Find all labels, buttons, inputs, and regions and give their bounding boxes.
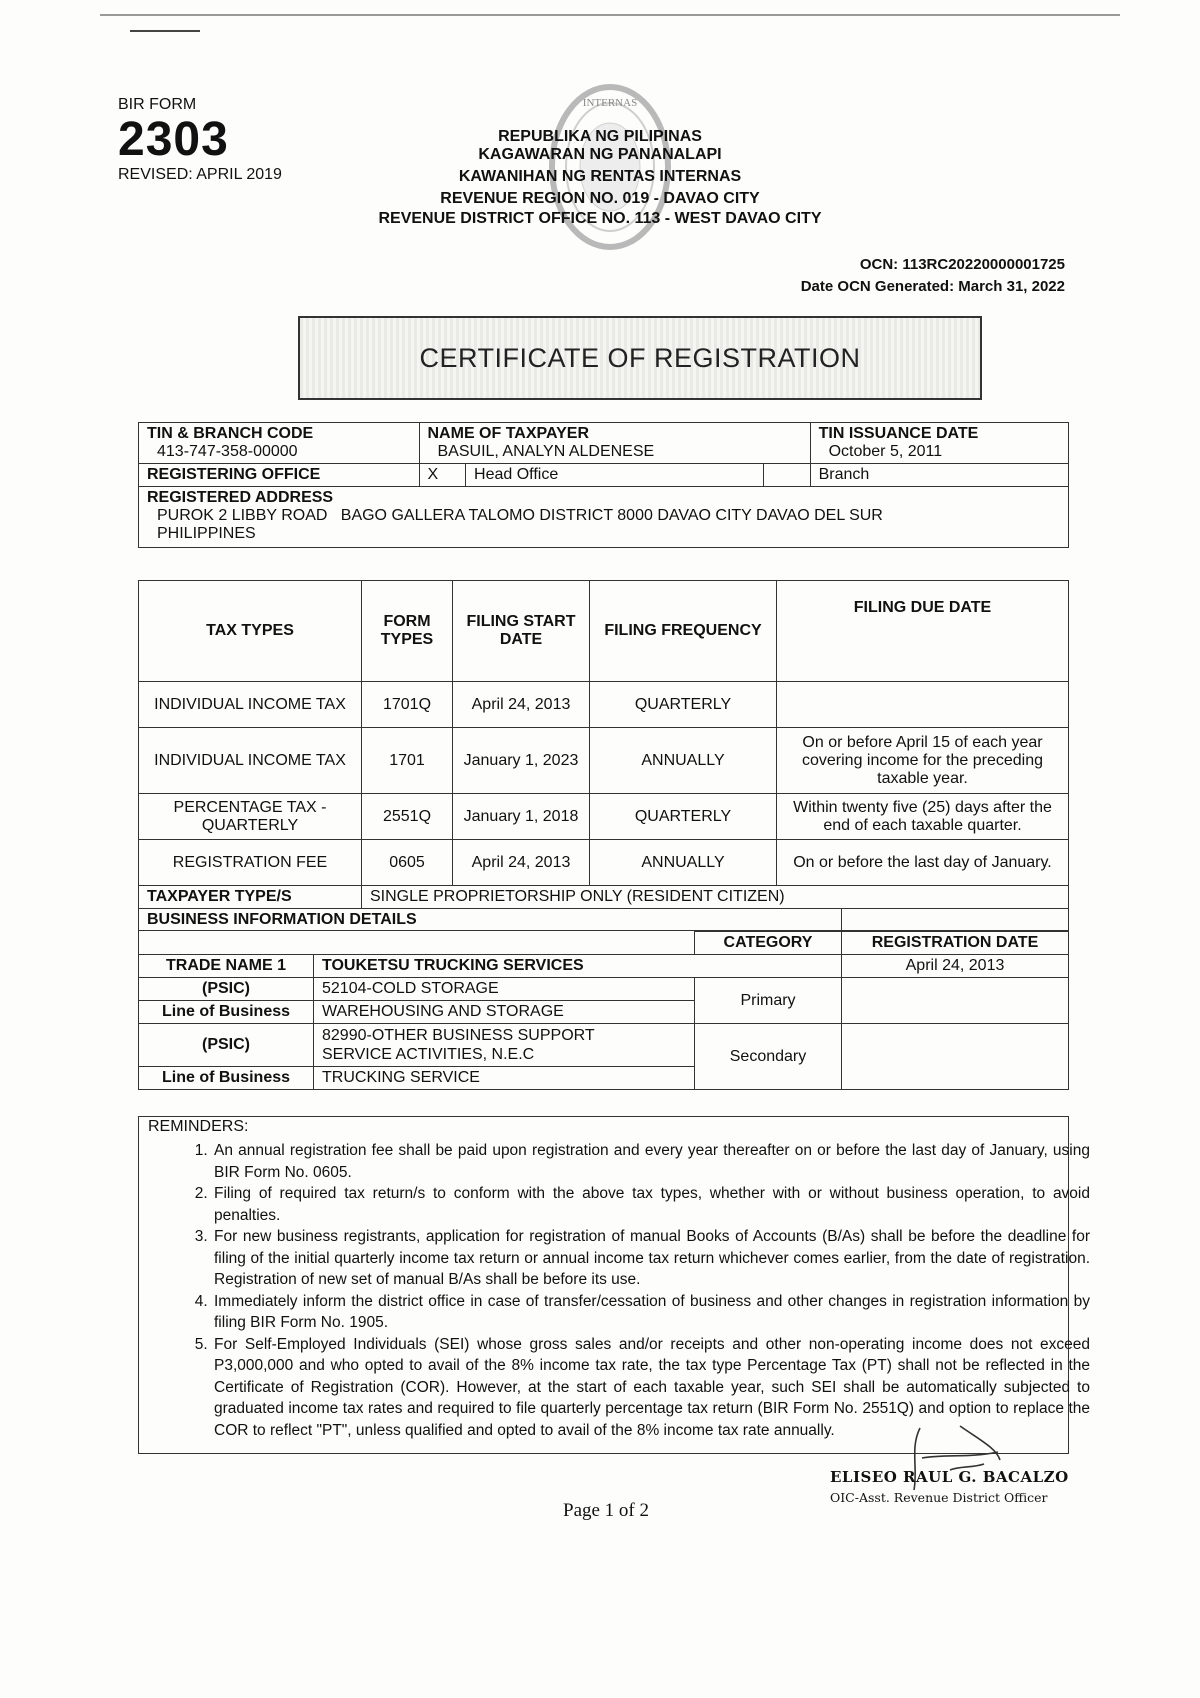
ocn-number: OCN: 113RC20220000001725: [859, 256, 1065, 273]
list-item: 5. For Self-Employed Individuals (SEI) whose gross sales and/or receipts and other non-operating income does not exceed P3,000,000 and who opted to avail of the 8% income tax rate, the tax type Percentage Tax (PT) shall not be reflected in the Certificate of Registration (COR). However, at the start of each taxable year, such SEI shall be automatically subjected to graduated income tax rates and required to file quarterly percentage tax return (BIR Form No. 2551Q) and option to replace the COR to reflect "PT", unless qualified and opted to avail of the 8% income tax rate annually.: [212, 1334, 1090, 1442]
form-type-cell: 0605: [362, 840, 453, 886]
address-cell: [139, 487, 1069, 548]
address-line-2: PHILIPPINES: [157, 525, 256, 542]
list-item: 1. An annual registration fee shall be paid upon registration and every year thereafter on or before the last day of January, using BIR Form No. 0605.: [212, 1140, 1090, 1183]
issuance-value: October 5, 2011: [828, 443, 943, 460]
secondary-category: Secondary: [695, 1024, 842, 1090]
list-item: 4. Immediately inform the district office in case of transfer/cessation of business and other changes in registration information by filing BIR Form No. 1905.: [212, 1291, 1090, 1334]
filing-due-cell: Within twenty five (25) days after the end of each taxable quarter.: [777, 794, 1069, 840]
primary-lob-label: Line of Business: [139, 1001, 314, 1024]
filing-due-cell: [777, 682, 1069, 728]
business-section-label: BUSINESS INFORMATION DETAILS: [139, 909, 842, 932]
taxpayer-name-label: NAME OF TAXPAYER: [427, 425, 589, 442]
filing-start-cell: January 1, 2023: [453, 728, 590, 794]
ocn-date: Date OCN Generated: March 31, 2022: [800, 278, 1065, 295]
header-filing-due: FILING DUE DATE: [777, 581, 1069, 682]
secondary-lob-label: Line of Business: [139, 1067, 314, 1090]
filing-frequency-cell: ANNUALLY: [590, 728, 777, 794]
tin-cell: [139, 423, 420, 464]
filing-due-cell: On or before April 15 of each year covering income for the preceding taxable year.: [777, 728, 1069, 794]
filing-frequency-cell: QUARTERLY: [590, 682, 777, 728]
filing-start-cell: January 1, 2018: [453, 794, 590, 840]
primary-psic-value: 52104-COLD STORAGE: [314, 978, 695, 1001]
secondary-psic-value: [314, 1024, 695, 1067]
table-row: [139, 794, 1069, 840]
tin-value: 413-747-358-00000: [157, 443, 298, 460]
head-office-label: Head Office: [466, 464, 764, 487]
form-revised-date: REVISED: APRIL 2019: [118, 166, 282, 183]
svg-text:INTERNAS: INTERNAS: [582, 97, 638, 109]
table-row: [139, 728, 1069, 794]
registration-table: [138, 422, 1069, 548]
address-line-1: PUROK 2 LIBBY ROAD BAGO GALLERA TALOMO DISTRICT 8000 DAVAO CITY DAVAO DEL SUR: [157, 507, 883, 524]
head-office-mark: X: [419, 464, 466, 487]
taxpayer-type-label: TAXPAYER TYPE/S: [139, 886, 362, 909]
table-row: [139, 682, 1069, 728]
category-header: CATEGORY: [695, 932, 842, 955]
signature-mark-icon: [900, 1418, 1010, 1498]
taxpayer-name-cell: [419, 423, 810, 464]
list-item: 3. For new business registrants, application for registration of manual Books of Accounts (B/As) shall be before the deadline for filing of the initial quarterly income tax return or annual income tax return whichever comes earlier, from the date of registration. Registration of new set of manual B/As shall be before its use.: [212, 1226, 1090, 1291]
primary-category: Primary: [695, 978, 842, 1024]
primary-psic-label: (PSIC): [139, 978, 314, 1001]
header-form-types: FORM TYPES: [362, 581, 453, 682]
tax-type-cell: INDIVIDUAL INCOME TAX: [139, 728, 362, 794]
scan-top-mark: [130, 30, 200, 32]
scan-top-line: [100, 14, 1120, 16]
trade-name-value: TOUKETSU TRUCKING SERVICES: [314, 955, 842, 978]
taxpayer-type-row: [139, 886, 1069, 909]
page-number: Page 1 of 2: [563, 1500, 650, 1521]
filing-start-cell: April 24, 2013: [453, 682, 590, 728]
secondary-psic-line-1: 82990-OTHER BUSINESS SUPPORT: [322, 1027, 595, 1044]
table-row: [139, 840, 1069, 886]
form-type-cell: 1701Q: [362, 682, 453, 728]
bir-seal-icon: [545, 78, 675, 256]
header-bureau: KAWANIHAN NG RENTAS INTERNAS: [458, 168, 742, 185]
registration-date-value: April 24, 2013: [842, 955, 1069, 978]
primary-date-blank: [842, 978, 1069, 1024]
branch-label: Branch: [810, 464, 1068, 487]
business-info-table: [138, 908, 1069, 1090]
tax-type-cell: REGISTRATION FEE: [139, 840, 362, 886]
trade-name-label: TRADE NAME 1: [139, 955, 314, 978]
tax-types-table: [138, 580, 1069, 931]
branch-mark: [764, 464, 811, 487]
header-republic: REPUBLIKA NG PILIPINAS: [498, 128, 702, 145]
form-type-cell: 2551Q: [362, 794, 453, 840]
header-region: REVENUE REGION NO. 019 - DAVAO CITY: [440, 190, 760, 207]
address-label: REGISTERED ADDRESS: [147, 489, 334, 506]
header-filing-start: FILING START DATE: [453, 581, 590, 682]
secondary-lob-value: TRUCKING SERVICE: [314, 1067, 695, 1090]
issuance-label: TIN ISSUANCE DATE: [818, 425, 979, 442]
secondary-date-blank: [842, 1024, 1069, 1090]
title-box: [298, 316, 982, 400]
reminders-list: [180, 1140, 1090, 1441]
registration-date-header: REGISTRATION DATE: [842, 932, 1069, 955]
header-filing-frequency: FILING FREQUENCY: [590, 581, 777, 682]
tin-label: TIN & BRANCH CODE: [147, 425, 314, 442]
business-section-blank: [842, 909, 1069, 932]
form-type-cell: 1701: [362, 728, 453, 794]
secondary-psic-label: (PSIC): [139, 1024, 314, 1067]
header-district: REVENUE DISTRICT OFFICE NO. 113 - WEST DAVAO CITY: [378, 210, 822, 227]
primary-lob-value: WAREHOUSING AND STORAGE: [314, 1001, 695, 1024]
filing-start-cell: April 24, 2013: [453, 840, 590, 886]
reminders-title: REMINDERS:: [148, 1118, 249, 1135]
header-department: KAGAWARAN NG PANANALAPI: [478, 146, 722, 163]
business-blank-cell: [139, 932, 695, 955]
tax-type-cell: PERCENTAGE TAX - QUARTERLY: [139, 794, 362, 840]
issuance-cell: [810, 423, 1068, 464]
taxpayer-name-value: BASUIL, ANALYN ALDENESE: [437, 443, 655, 460]
signatory-name: ELISEO RAUL G. BACALZO: [830, 1468, 1069, 1486]
page-title: CERTIFICATE OF REGISTRATION: [419, 342, 861, 373]
filing-frequency-cell: ANNUALLY: [590, 840, 777, 886]
header-tax-types: TAX TYPES: [139, 581, 362, 682]
filing-due-cell: On or before the last day of January.: [777, 840, 1069, 886]
form-number: 2303: [118, 113, 229, 166]
signatory-title: OIC-Asst. Revenue District Officer: [830, 1490, 1048, 1505]
form-label: BIR FORM: [118, 96, 197, 113]
list-item: 2. Filing of required tax return/s to conform with the above tax types, whether with or without business operation, to avoid penalties.: [212, 1183, 1090, 1226]
registering-office-label: REGISTERING OFFICE: [139, 464, 420, 487]
ocn-block: [801, 254, 1065, 298]
tax-type-cell: INDIVIDUAL INCOME TAX: [139, 682, 362, 728]
taxpayer-type-value: SINGLE PROPRIETORSHIP ONLY (RESIDENT CITIZEN): [362, 886, 1069, 909]
filing-frequency-cell: QUARTERLY: [590, 794, 777, 840]
secondary-psic-line-2: SERVICE ACTIVITIES, N.E.C: [322, 1046, 535, 1063]
tax-header-row: [139, 581, 1069, 682]
